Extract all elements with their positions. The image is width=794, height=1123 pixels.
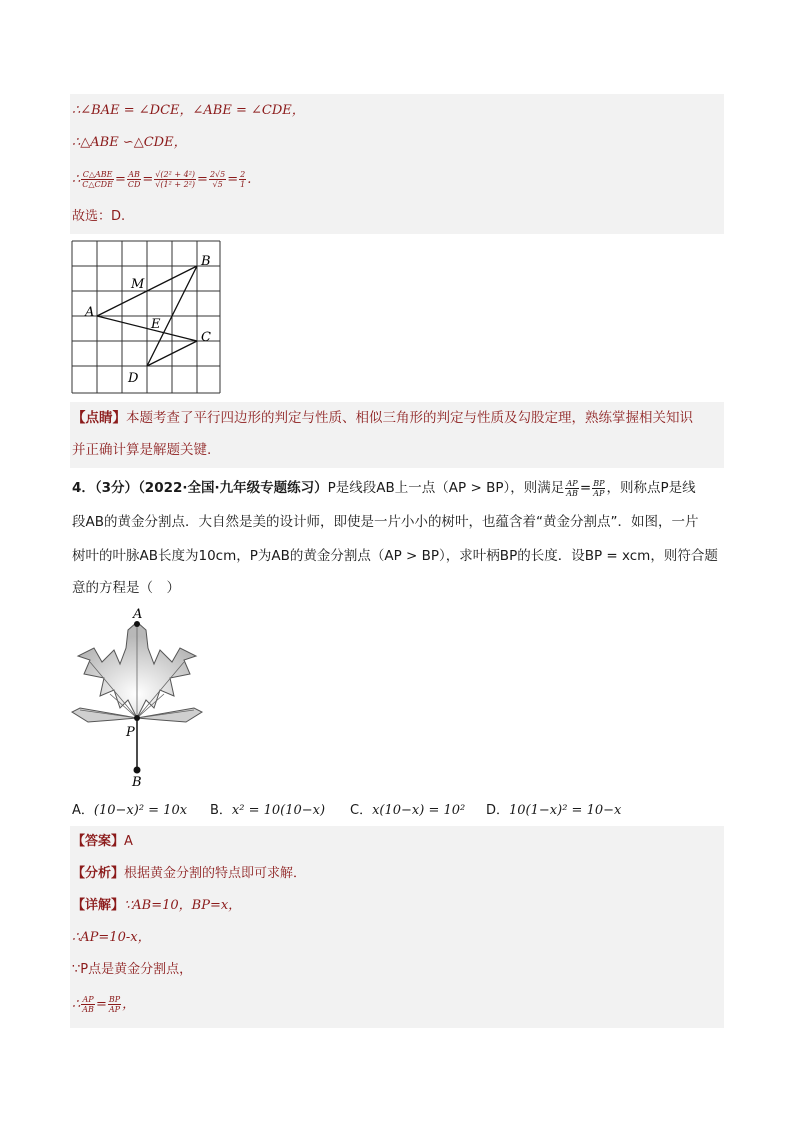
comment-tag: 【点睛】	[72, 410, 126, 426]
detail-line-3: ∵P点是黄金分割点，	[72, 962, 193, 977]
comment-line-1	[72, 408, 693, 428]
question-line-4: 意的方程是（ ）	[72, 580, 180, 596]
option-a[interactable]: A．(10−x)² = 10x	[72, 803, 188, 818]
label-B: B	[201, 254, 211, 269]
leaf-label-P: P	[126, 725, 135, 740]
question-text-1a: P是线段AB上一点（AP > BP），则满足	[327, 480, 565, 496]
label-A: A	[85, 305, 95, 320]
point-B-dot	[134, 767, 141, 774]
option-c[interactable]: C．x(10−x) = 10²	[350, 803, 466, 818]
label-C: C	[201, 330, 211, 345]
question-line-3: 树叶的叶脉AB长度为10cm，P为AB的黄金分割点（AP > BP），求叶柄BP的长度．设BP = xcm，则符合题	[72, 548, 718, 564]
therefore-symbol: ∴	[72, 172, 81, 187]
fraction-root-ratio: $\frac{\text{√(2² + 4²)}}{\text{√(1² + 2²)}}$	[155, 170, 196, 189]
label-M: M	[131, 277, 145, 292]
fraction-perimeter-ratio: $\frac{\text{C△ABE}}{\text{C△CDE}}$	[82, 170, 113, 189]
point-P-dot	[134, 715, 140, 721]
detail-line-2: ∴AP=10-x，	[72, 930, 151, 945]
answer-panel	[70, 826, 724, 1028]
label-E: E	[151, 317, 161, 332]
analysis-text: 根据黄金分割的特点即可求解．	[124, 866, 307, 881]
question-source: （2022·全国·九年级专题练习）	[138, 480, 328, 496]
detail-line-4: ∴ $\frac{AP}{AB}$ = $\frac{BP}{AP}$ ，	[72, 995, 136, 1014]
leaf-label-A: A	[133, 607, 143, 622]
option-d[interactable]: D．10(1−x)² = 10−x	[486, 803, 622, 818]
fraction-simplified: $\frac{2√5}{√5}$	[209, 170, 226, 189]
answer-value: A	[124, 834, 133, 849]
comment-text-1: 本题考查了平行四边形的判定与性质、相似三角形的判定与性质及勾股定理，熟练掌握相关知识	[126, 410, 693, 426]
answer-tag: 【答案】	[72, 834, 125, 849]
solution-line-3: ∴ $\frac{\text{C△ABE}}{\text{C△CDE}}$ = $\frac{AB}{CD}$ = $\frac{\text{√(2² + 4²)}}{\text{√(1² + 2²)}}$ = $\frac{2√5}{√5}$ = $\frac{2}{1}$ .	[72, 170, 252, 189]
analysis-line	[72, 864, 306, 884]
solution-line-2: ∴△ABE ∽△CDE，	[72, 135, 187, 150]
fraction-side-ratio: $\frac{AB}{CD}$	[127, 170, 141, 189]
question-line-1: 4．（3分）（2022·全国·九年级专题练习）P是线段AB上一点（AP > BP），则满足 $\frac{AP}{AB}$ = $\frac{BP}{AP}$ ，则称点P是线	[72, 478, 696, 498]
golden-ratio-fraction-right: $\frac{BP}{AP}$	[593, 478, 605, 498]
detail-text-1: ∵AB=10，BP=x，	[124, 898, 242, 913]
golden-ratio-fraction-left: $\frac{AP}{AB}$	[566, 478, 578, 498]
fraction-result: $\frac{2}{1}$	[240, 170, 246, 189]
detail-line-1	[72, 896, 241, 916]
question-text-1b: ，则称点P是线	[606, 480, 696, 496]
grid-figure	[70, 240, 222, 395]
comment-line-2: 并正确计算是解题关键.	[72, 442, 212, 458]
question-score: （3分）	[94, 480, 139, 496]
leaf-figure	[70, 604, 206, 788]
solution-line-1: ∴∠BAE = ∠DCE，∠ABE = ∠CDE，	[72, 103, 305, 118]
leaf-label-B: B	[132, 775, 142, 788]
analysis-tag: 【分析】	[72, 866, 125, 881]
label-D: D	[128, 371, 139, 386]
detail-fraction-right: $\frac{BP}{AP}$	[108, 995, 121, 1014]
question-number: 4．	[72, 480, 95, 496]
detail-tag: 【详解】	[72, 898, 125, 913]
option-b[interactable]: B．x² = 10(10−x)	[210, 803, 326, 818]
detail-fraction-left: $\frac{AP}{AB}$	[82, 995, 94, 1014]
solution-choice: 故选：D.	[72, 209, 126, 224]
answer-line	[72, 832, 133, 852]
question-line-2: 段AB的黄金分割点．大自然是美的设计师，即使是一片小小的树叶，也蕴含着“黄金分割点”．如图，一片	[72, 514, 699, 530]
